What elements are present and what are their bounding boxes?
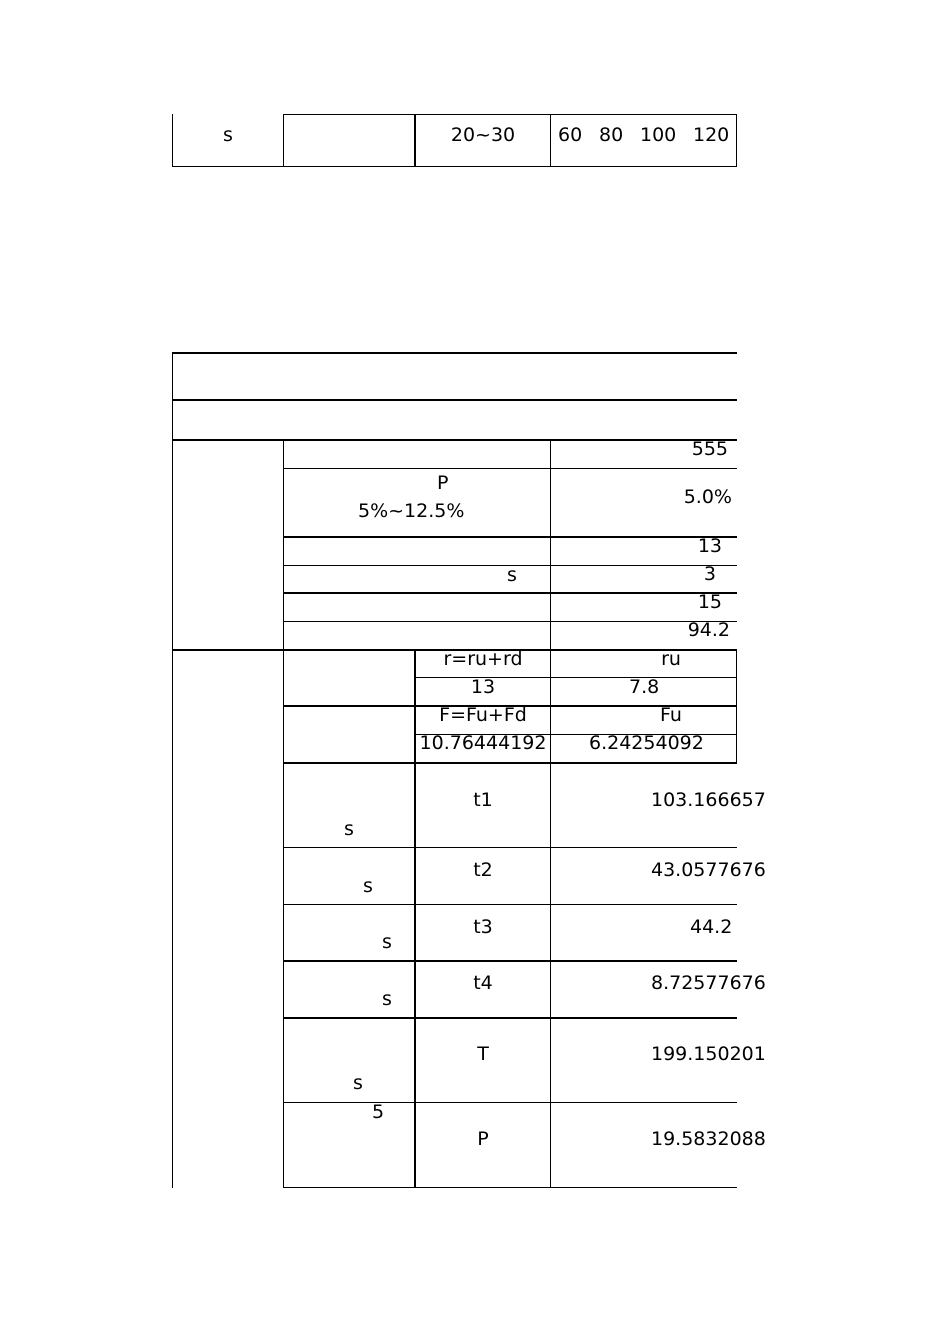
r-value: 13 bbox=[470, 676, 496, 698]
time-symbol: P bbox=[477, 1128, 489, 1150]
speed-value: 120 bbox=[693, 124, 730, 146]
time-unit: 5 bbox=[372, 1101, 385, 1123]
speed-value: 100 bbox=[640, 124, 677, 146]
param-label: 5%~12.5% bbox=[358, 500, 465, 522]
r-formula: r=ru+rd bbox=[443, 648, 523, 670]
table-border bbox=[283, 1187, 737, 1188]
param-value: 13 bbox=[697, 535, 722, 557]
time-symbol: t1 bbox=[473, 789, 493, 811]
time-value: 199.150201 bbox=[651, 1043, 766, 1065]
table-border bbox=[283, 762, 737, 764]
table-border bbox=[550, 114, 551, 167]
time-unit: s bbox=[344, 818, 354, 840]
f-formula: F=Fu+Fd bbox=[439, 704, 527, 726]
table-border bbox=[283, 114, 737, 115]
ru-value: 7.8 bbox=[629, 676, 660, 698]
param-label: P bbox=[437, 472, 449, 494]
time-symbol: t4 bbox=[473, 972, 493, 994]
table-border bbox=[283, 468, 737, 469]
time-value: 8.72577676 bbox=[651, 972, 766, 994]
top-cell-unit: s bbox=[223, 124, 233, 146]
table-border bbox=[283, 440, 284, 1188]
param-value: 3 bbox=[703, 563, 716, 585]
table-border bbox=[283, 1102, 737, 1103]
table-border bbox=[736, 114, 737, 167]
time-value: 43.0577676 bbox=[651, 859, 766, 881]
param-value: 15 bbox=[697, 591, 722, 613]
time-value: 44.2 bbox=[690, 916, 733, 938]
table-border bbox=[283, 847, 737, 848]
top-cell-range: 20~30 bbox=[450, 124, 516, 146]
time-value: 19.5832088 bbox=[651, 1128, 766, 1150]
speed-value: 80 bbox=[599, 124, 624, 146]
f-value: 10.76444192 bbox=[419, 732, 547, 754]
speed-value: 60 bbox=[558, 124, 583, 146]
time-unit: s bbox=[382, 931, 392, 953]
table-border bbox=[172, 166, 737, 167]
table-border bbox=[283, 960, 737, 962]
param-label: s bbox=[507, 564, 517, 586]
param-value: 5.0% bbox=[683, 486, 732, 508]
table-border bbox=[172, 399, 737, 401]
table-border bbox=[283, 1017, 737, 1019]
time-symbol: t3 bbox=[473, 916, 493, 938]
time-unit: s bbox=[353, 1072, 363, 1094]
time-symbol: t2 bbox=[473, 859, 493, 881]
table-border bbox=[172, 352, 737, 354]
time-value: 103.166657 bbox=[651, 789, 766, 811]
table-border bbox=[283, 904, 737, 905]
param-value: 94.2 bbox=[687, 619, 730, 641]
fu-label: Fu bbox=[660, 704, 682, 726]
param-value: 555 bbox=[691, 438, 728, 460]
time-symbol: T bbox=[477, 1043, 489, 1065]
fu-value: 6.24254092 bbox=[589, 732, 704, 754]
ru-label: ru bbox=[661, 648, 681, 670]
table-border bbox=[550, 440, 551, 1188]
time-unit: s bbox=[382, 988, 392, 1010]
table-border bbox=[172, 352, 173, 1188]
time-unit: s bbox=[363, 875, 373, 897]
